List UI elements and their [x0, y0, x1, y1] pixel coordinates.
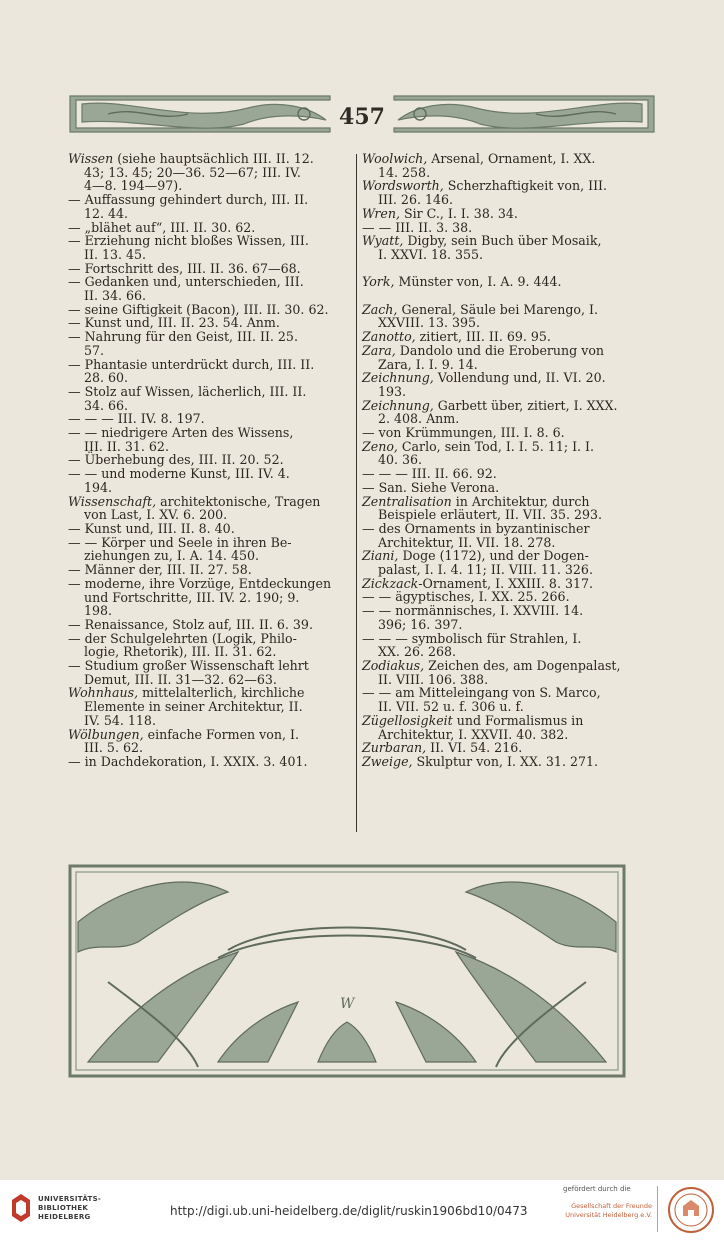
- library-logo-icon: [10, 1192, 32, 1224]
- index-entry: [362, 577, 650, 591]
- index-text: — — III. II. 3. 38.: [362, 219, 473, 235]
- index-text: Skulptur von, I. XX. 31. 271.: [412, 753, 598, 769]
- index-text: — der Schulgelehrten (Logik, Philo-: [68, 630, 297, 646]
- index-entry: [362, 549, 650, 576]
- index-term: Woolwich,: [362, 151, 428, 166]
- index-text: — in Dachdekoration, I. XXIX. 3. 401.: [68, 753, 308, 769]
- index-entry: [68, 152, 356, 193]
- index-continuation: II. VII. 52 u. f. 306 u. f.: [378, 699, 524, 715]
- index-continuation: 2. 408. Anm.: [378, 411, 460, 427]
- index-entry: [68, 659, 356, 686]
- index-text: in Architektur, durch: [451, 493, 590, 509]
- index-term: Wyatt,: [362, 233, 404, 249]
- index-continuation: II. 13. 45.: [84, 246, 147, 262]
- index-entry: [68, 303, 356, 317]
- index-entry: [68, 234, 356, 261]
- library-name: UNIVERSITÄTS- BIBLIOTHEK HEIDELBERG: [38, 1195, 102, 1221]
- index-term: Zügellosigkeit: [362, 712, 453, 728]
- index-text: — des Ornaments in byzantinischer: [362, 520, 590, 536]
- index-term: Wölbungen,: [68, 726, 144, 742]
- index-text: Dandolo und die Eroberung von: [395, 342, 605, 358]
- index-term: Zentralisation: [362, 493, 452, 509]
- index-entry: [68, 618, 356, 632]
- index-continuation: 28. 60.: [84, 370, 129, 386]
- index-entry: [362, 179, 650, 206]
- index-entry: [68, 385, 356, 412]
- index-entry: [68, 275, 356, 302]
- library-footer: [0, 1180, 724, 1240]
- source-url[interactable]: http://digi.ub.uni-heidelberg.de/diglit/ruskin1906bd10/0473: [170, 1204, 528, 1218]
- index-entry: [68, 467, 356, 494]
- index-continuation: III. 26. 146.: [378, 192, 454, 208]
- index-text: Carlo, sein Tod, I. I. 5. 11; I. I.: [397, 438, 595, 454]
- index-continuation: 40. 36.: [378, 452, 423, 468]
- index-entry: [362, 207, 650, 221]
- right-index-column: [362, 152, 650, 769]
- index-text: — — am Mitteleingang von S. Marco,: [362, 685, 601, 701]
- sponsor-name: Gesellschaft der Freunde Universität Heidelberg e.V.: [565, 1202, 652, 1219]
- index-text: Scherzhaftigkeit von, III.: [443, 178, 608, 194]
- index-text: — Fortschritt des, III. II. 36. 67—68.: [68, 260, 301, 276]
- index-entry: [68, 330, 356, 357]
- index-text: — moderne, ihre Vorzüge, Entdeckungen: [68, 575, 332, 591]
- index-entry: [362, 604, 650, 631]
- index-text: — Erziehung nicht bloßes Wissen, III.: [68, 233, 309, 249]
- sponsor-label: gefördert durch die: [563, 1185, 631, 1193]
- index-continuation: 43; 13. 45; 20—36. 52—67; III. IV.: [84, 164, 301, 180]
- index-text: General, Säule bei Marengo, I.: [397, 301, 598, 317]
- index-term: Wren,: [362, 205, 400, 221]
- index-text: — Stolz auf Wissen, lächerlich, III. II.: [68, 383, 307, 399]
- index-term: York,: [362, 274, 395, 290]
- index-continuation: 14. 258.: [378, 164, 431, 180]
- index-text: -Ornament, I. XXIII. 8. 317.: [418, 575, 593, 591]
- index-entry: [362, 495, 650, 522]
- index-text: — San. Siehe Verona.: [362, 479, 500, 495]
- index-term: Wissenschaft,: [68, 493, 157, 509]
- index-term: Zara,: [362, 342, 396, 358]
- index-continuation: 194.: [84, 479, 113, 495]
- index-text: Vollendung und, II. VI. 20.: [433, 370, 606, 386]
- index-text: — Renaissance, Stolz auf, III. II. 6. 39.: [68, 616, 313, 632]
- index-entry: [362, 522, 650, 549]
- index-term: Zurbaran,: [362, 740, 427, 756]
- index-continuation: I. XXVI. 18. 355.: [378, 246, 484, 262]
- index-entry: [68, 755, 356, 769]
- index-text: — — — symbolisch für Strahlen, I.: [362, 630, 582, 646]
- index-entry: [68, 453, 356, 467]
- index-term: Zickzack: [362, 575, 419, 591]
- index-text: — Männer der, III. II. 27. 58.: [68, 562, 252, 578]
- page-header: [68, 84, 656, 142]
- index-text: mittelalterlich, kirchliche: [138, 685, 305, 701]
- index-text: — Auffassung gehindert durch, III. II.: [68, 192, 309, 208]
- index-text: (siehe hauptsächlich III. II. 12.: [113, 151, 314, 166]
- index-entry: [362, 467, 650, 481]
- index-entry: [362, 399, 650, 426]
- index-term: Ziani,: [362, 548, 399, 564]
- index-entry: [362, 440, 650, 467]
- index-entry: [362, 234, 650, 261]
- index-entry: [68, 686, 356, 727]
- index-entry: [362, 714, 650, 741]
- index-text: Sir C., I. I. 38. 34.: [399, 205, 518, 221]
- index-entry: [362, 426, 650, 440]
- index-continuation: III. 5. 62.: [84, 740, 143, 756]
- index-text: — Überhebung des, III. II. 20. 52.: [68, 452, 284, 468]
- index-continuation: ziehungen zu, I. A. 14. 450.: [84, 548, 259, 564]
- index-entry: [68, 522, 356, 536]
- index-text: Zeichen des, am Dogenpalast,: [424, 657, 621, 673]
- index-continuation: Architektur, II. VII. 18. 278.: [378, 534, 556, 550]
- sponsor-divider: [657, 1186, 658, 1232]
- index-text: — Gedanken und, unterschieden, III.: [68, 274, 304, 290]
- index-continuation: Elemente in seiner Architektur, II.: [84, 699, 303, 715]
- index-term: Zodiakus,: [362, 657, 425, 673]
- index-entry: [68, 563, 356, 577]
- left-index-column: [68, 152, 356, 769]
- index-text: — „blähet auf“, III. II. 30. 62.: [68, 219, 256, 235]
- index-entry: [362, 344, 650, 371]
- index-entry: [68, 316, 356, 330]
- index-text: — — Körper und Seele in ihren Be-: [68, 534, 292, 550]
- index-continuation: II. 34. 66.: [84, 288, 147, 304]
- index-entry: [362, 275, 650, 289]
- index-text: Doge (1172), und der Dogen-: [398, 548, 589, 564]
- index-entry: [362, 371, 650, 398]
- index-continuation: XX. 26. 268.: [378, 644, 457, 660]
- index-continuation: II. VIII. 106. 388.: [378, 671, 489, 687]
- index-entry: [362, 659, 650, 686]
- index-continuation: 34. 66.: [84, 397, 129, 413]
- index-continuation: logie, Rhetorik), III. II. 31. 62.: [84, 644, 277, 660]
- index-text: — seine Giftigkeit (Bacon), III. II. 30. 62.: [68, 301, 329, 317]
- index-entry: [68, 221, 356, 235]
- index-entry: [68, 193, 356, 220]
- index-term: Wohnhaus,: [68, 685, 139, 701]
- index-text: Münster von, I. A. 9. 444.: [394, 274, 562, 290]
- index-term: Zeichnung,: [362, 397, 434, 413]
- index-entry: [68, 262, 356, 276]
- index-text: — Nahrung für den Geist, III. II. 25.: [68, 329, 298, 345]
- index-text: einfache Formen von, I.: [143, 726, 299, 742]
- index-entry: [362, 221, 650, 235]
- index-continuation: 193.: [378, 383, 407, 399]
- column-divider: [356, 154, 357, 832]
- index-term: Zach,: [362, 301, 398, 317]
- index-continuation: XXVIII. 13. 395.: [378, 315, 481, 331]
- index-text: — Kunst und, III. II. 8. 40.: [68, 520, 235, 536]
- index-text: und Formalismus in: [452, 712, 584, 728]
- index-text: — Phantasie unterdrückt durch, III. II.: [68, 356, 315, 372]
- index-text: — — und moderne Kunst, III. IV. 4.: [68, 466, 290, 482]
- index-text: Arsenal, Ornament, I. XX.: [427, 151, 596, 166]
- index-continuation: 198.: [84, 603, 113, 619]
- index-entry: [362, 481, 650, 495]
- index-continuation: Architektur, I. XXVII. 40. 382.: [378, 726, 569, 742]
- index-entry: [68, 728, 356, 755]
- index-continuation: Beispiele erläutert, II. VII. 35. 293.: [378, 507, 603, 523]
- index-continuation: Zara, I. I. 9. 14.: [378, 356, 478, 372]
- index-continuation: Demut, III. II. 31—32. 62—63.: [84, 671, 277, 687]
- page-number: 457: [339, 104, 385, 130]
- index-continuation: 12. 44.: [84, 205, 129, 221]
- index-text: — — — III. II. 66. 92.: [362, 466, 497, 482]
- index-entry: [362, 686, 650, 713]
- index-term: Zeichnung,: [362, 370, 434, 386]
- index-continuation: von Last, I. XV. 6. 200.: [84, 507, 228, 523]
- index-text: — — niedrigere Arten des Wissens,: [68, 425, 294, 441]
- index-columns: [68, 152, 662, 832]
- index-entry: [362, 741, 650, 755]
- index-text: — — normännisches, I. XXVIII. 14.: [362, 603, 584, 619]
- index-entry: [68, 358, 356, 385]
- index-entry: [362, 632, 650, 659]
- index-continuation: 57.: [84, 342, 105, 358]
- index-continuation: und Fortschritte, III. IV. 2. 190; 9.: [84, 589, 300, 605]
- index-entry: [362, 755, 650, 769]
- index-entry: [362, 590, 650, 604]
- index-text: — Kunst und, III. II. 23. 54. Anm.: [68, 315, 280, 331]
- index-continuation: 4—8. 194—97).: [84, 178, 183, 194]
- index-text: — von Krümmungen, III. I. 8. 6.: [362, 425, 565, 441]
- index-term: Zweige,: [362, 753, 413, 769]
- index-text: architektonische, Tragen: [156, 493, 321, 509]
- index-continuation: IV. 54. 118.: [84, 712, 156, 728]
- index-entry: [362, 303, 650, 330]
- index-term: Zanotto,: [362, 329, 416, 345]
- index-entry: [68, 632, 356, 659]
- university-seal-icon: [667, 1186, 715, 1234]
- bottom-ornament: [68, 862, 626, 1078]
- index-text: II. VI. 54. 216.: [426, 740, 523, 756]
- index-entry: [68, 426, 356, 453]
- index-continuation: 396; 16. 397.: [378, 616, 463, 632]
- index-text: — — ägyptisches, I. XX. 25. 266.: [362, 589, 570, 605]
- index-continuation: palast, I. I. 4. 11; II. VIII. 11. 326.: [378, 562, 593, 578]
- index-entry: [68, 577, 356, 618]
- index-entry: [362, 330, 650, 344]
- index-term: Zeno,: [362, 438, 398, 454]
- index-text: Garbett über, zitiert, I. XXX.: [433, 397, 618, 413]
- index-entry: [68, 536, 356, 563]
- svg-text:W: W: [340, 996, 355, 1012]
- index-term: Wissen: [68, 151, 114, 166]
- index-entry: [68, 495, 356, 522]
- index-term: Wordsworth,: [362, 178, 444, 194]
- index-text: — Studium großer Wissenschaft lehrt: [68, 658, 309, 674]
- index-text: Digby, sein Buch über Mosaik,: [403, 233, 602, 249]
- index-entry: [68, 412, 356, 426]
- index-text: zitiert, III. II. 69. 95.: [415, 329, 551, 345]
- index-continuation: III. II. 31. 62.: [84, 438, 169, 454]
- index-text: — — — III. IV. 8. 197.: [68, 411, 205, 427]
- index-entry: [362, 152, 650, 179]
